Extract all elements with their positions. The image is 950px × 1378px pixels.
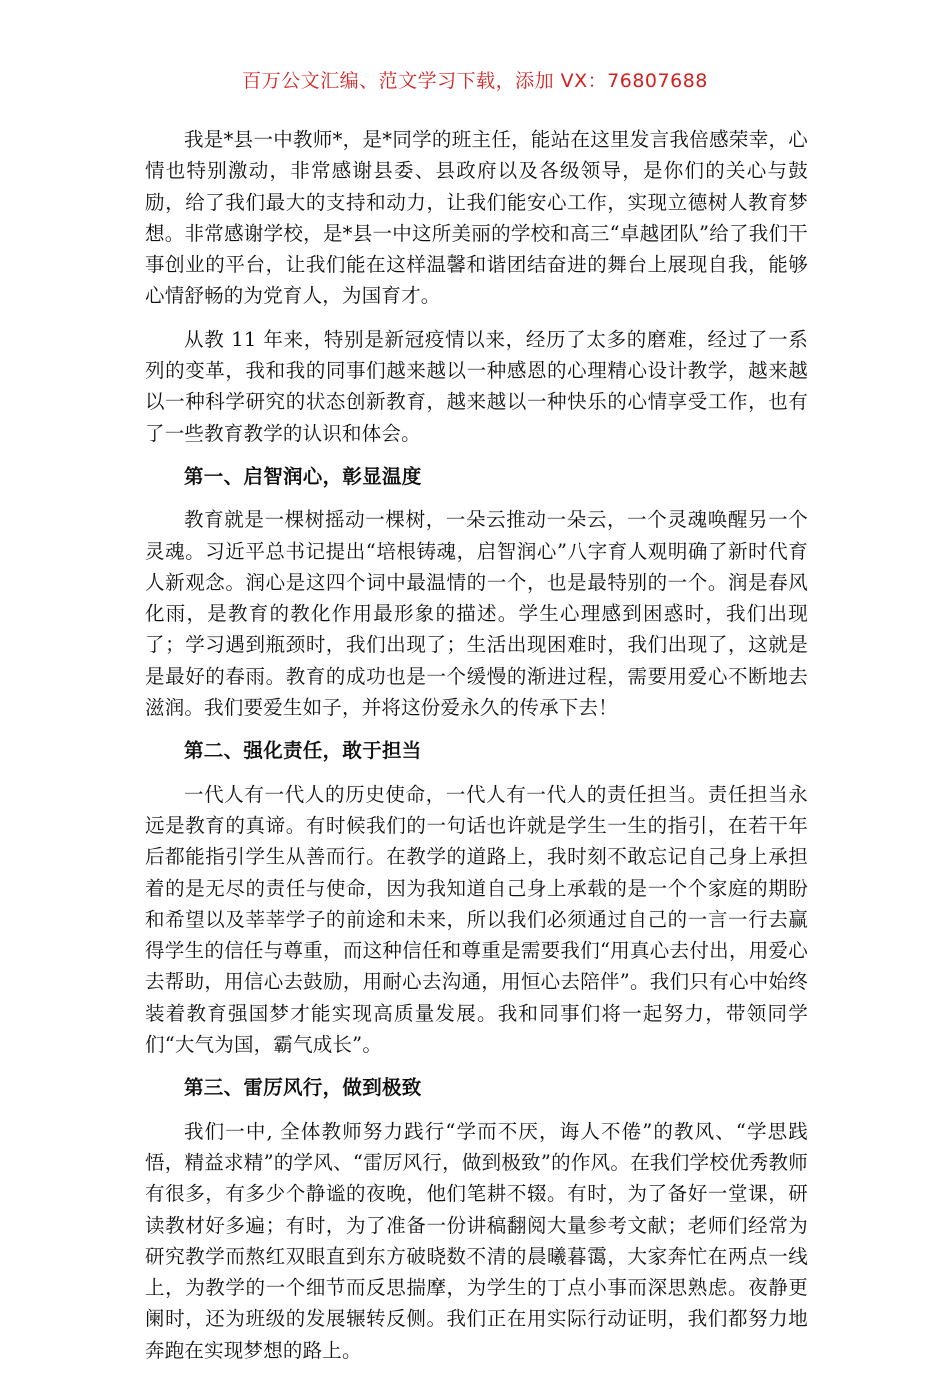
- paragraph-experience: 从教 11 年来，特别是新冠疫情以来，经历了太多的磨难，经过了一系列的变革，我和我的同事们越来越以一种感恩的心理精心设计教学，越来越以一种科学研究的状态创新教育，越来越以一种快乐的心情享受工作，也有了一些教育教学的认识和体会。: [145, 327, 808, 445]
- paragraph-section-2: 一代人有一代人的历史使命，一代人有一代人的责任担当。责任担当永远是教育的真谛。有时候我们的一句话也许就是学生一生的指引，在若干年后都能指引学生从善而行。在教学的道路上，我时刻不敢忘记自己身上承担着的是无尽的责任与使命，因为我知道自己身上承载的是一个个家庭的期盼和希望以及莘莘学子的前途和未来，所以我们必须通过自己的一言一行去赢得学生的信任与尊重，而这种信任和尊重是需要我们“用真心去付出，用爱心去帮助，用信心去鼓励，用耐心去沟通，用恒心去陪伴”。我们只有心中始终装着教育强国梦才能实现高质量发展。我和同事们将一起努力，带领同学们“大气为国，霸气成长”。: [145, 782, 808, 1057]
- paragraph-section-1: 教育就是一棵树摇动一棵树，一朵云推动一朵云，一个灵魂唤醒另一个灵魂。习近平总书记提出“培根铸魂，启智润心”八字育人观明确了新时代育人新观念。润心是这四个词中最温情的一个，也是最特别的一个。润是春风化雨，是教育的教化作用最形象的描述。学生心理感到困惑时，我们出现了；学习遇到瓶颈时，我们出现了；生活出现困难时，我们出现了，这就是是最好的春雨。教育的成功也是一个缓慢的渐进过程，需要用爱心不断地去滋润。我们要爱生如子，并将这份爱永久的传承下去！: [145, 508, 808, 720]
- promo-header: 百万公文汇编、范文学习下载，添加 VX：76807688: [242, 70, 708, 92]
- section-heading-2: 第二、强化责任，敢于担当: [184, 739, 422, 763]
- paragraph-section-3: 我们一中, 全体教师努力践行“学而不厌，诲人不倦”的教风、“学思践悟，精益求精”的学风、“雷厉风行，做到极致”的作风。在我们学校优秀教师有很多，有多少个静谧的夜晚，他们笔耕不辍。有时，为了备好一堂课，研读教材好多遍；有时，为了准备一份讲稿翻阅大量参考文献；老师们经常为研究教学而熬红双眼直到东方破晓数不清的晨曦暮霭，大家奔忙在两点一线上，为教学的一个细节而反思揣摩，为学生的丁点小事而深思熟虑。夜静更阑时，还为班级的发展辗转反侧。我们正在用实际行动证明，我们都努力地奔跑在实现梦想的路上。: [145, 1119, 808, 1362]
- section-heading-1: 第一、启智润心，彰显温度: [184, 464, 422, 488]
- paragraph-intro: 我是*县一中教师*，是*同学的班主任，能站在这里发言我倍感荣幸，心情也特别激动，非常感谢县委、县政府以及各级领导，是你们的关心与鼓励，给了我们最大的支持和动力，让我们能安心工作，实现立德树人教育梦想。非常感谢学校，是*县一中这所美丽的学校和高三“卓越团队”给了我们干事创业的平台，让我们能在这样温馨和谐团结奋进的舞台上展现自我，能够心情舒畅的为党育人，为国育才。: [145, 128, 808, 308]
- section-heading-3: 第三、雷厉风行，做到极致: [184, 1076, 422, 1100]
- document-body: [145, 124, 808, 1378]
